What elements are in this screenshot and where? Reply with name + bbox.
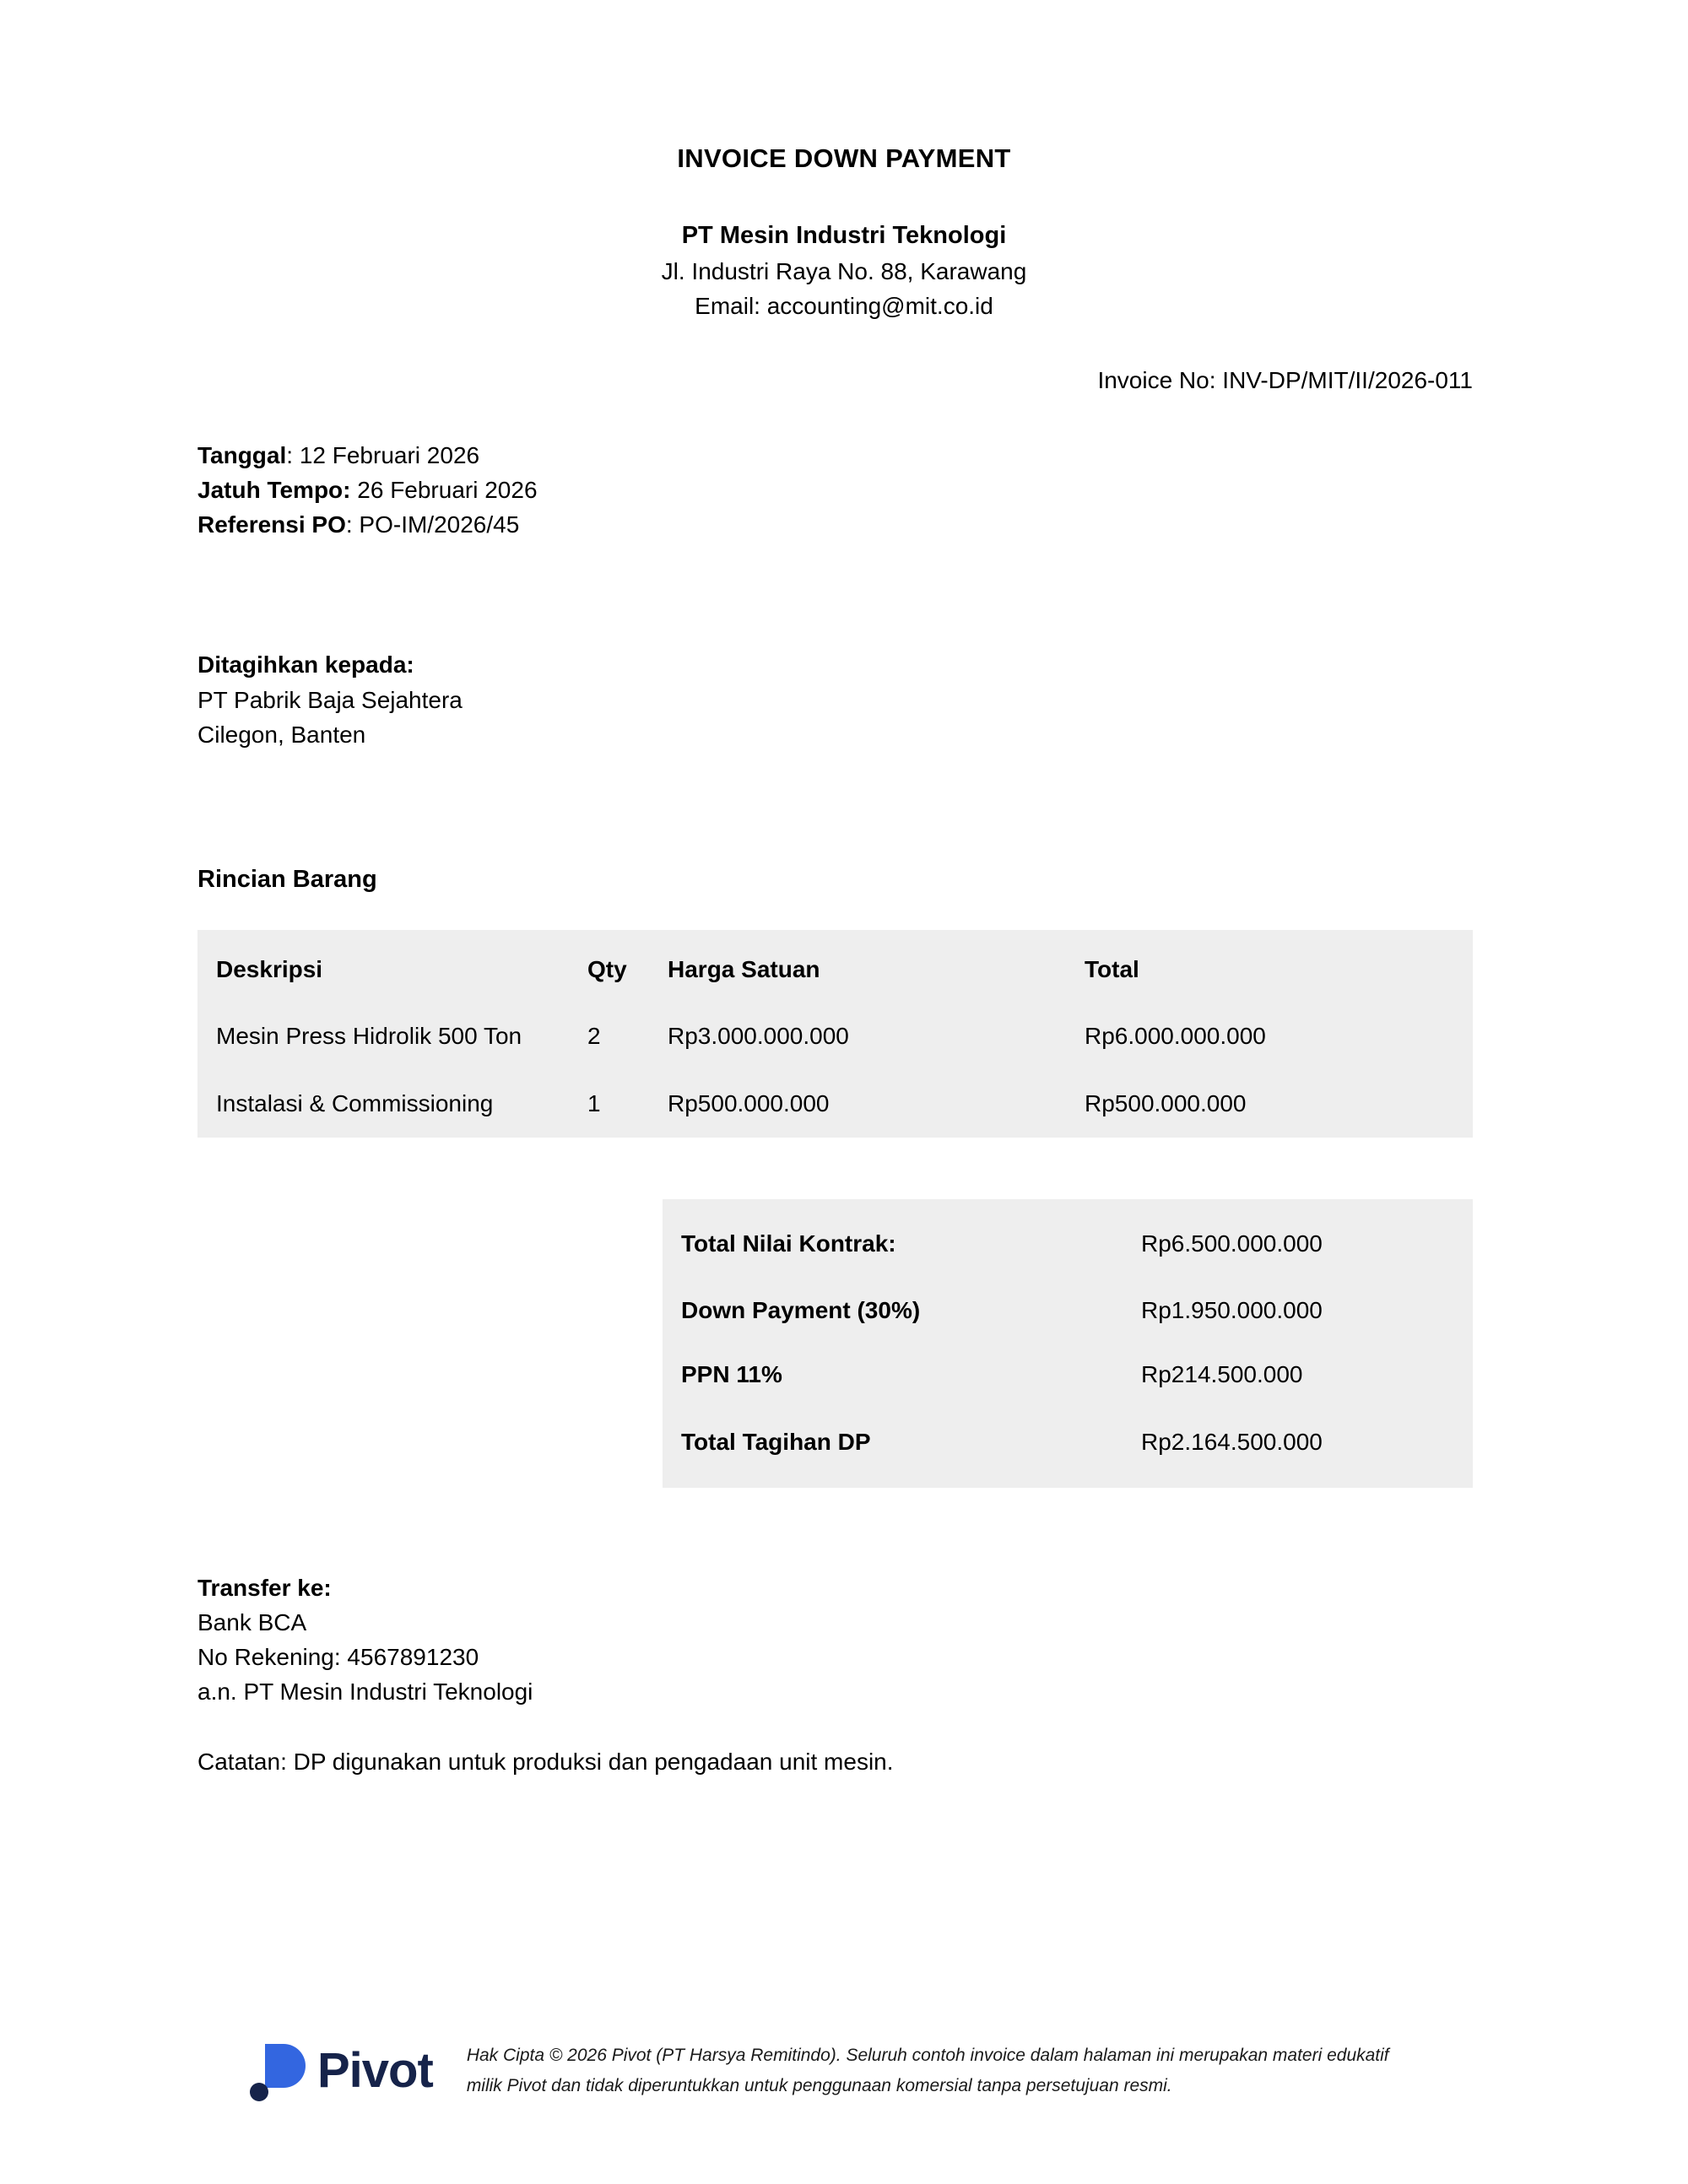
meta-label-po: Referensi PO: [197, 511, 346, 538]
company-email: Email: accounting@mit.co.id: [695, 292, 993, 319]
summary-value: Rp1.950.000.000: [1141, 1296, 1323, 1323]
items-table-wrapper: [0, 930, 1688, 1138]
transfer-account-holder: a.n. PT Mesin Industri Teknologi: [197, 1679, 533, 1706]
transfer-label: Transfer ke:: [197, 1574, 332, 1601]
bill-to-name: PT Pabrik Baja Sejahtera: [197, 686, 463, 713]
summary-table: [663, 1199, 1473, 1488]
items-col-harga-satuan: Harga Satuan: [668, 955, 820, 982]
item-qty: 2: [587, 1022, 601, 1049]
invoice-number: Invoice No: INV-DP/MIT/II/2026-011: [1097, 366, 1473, 393]
table-row: [197, 1003, 1473, 1070]
summary-label: Down Payment (30%): [681, 1296, 921, 1323]
company-address: Jl. Industri Raya No. 88, Karawang: [661, 257, 1027, 284]
item-description: Mesin Press Hidrolik 500 Ton: [216, 1022, 522, 1049]
transfer-bank: Bank BCA: [197, 1609, 307, 1636]
summary-row-total-tagihan-dp: [663, 1407, 1473, 1488]
bill-to-block: [0, 647, 1688, 751]
pivot-wordmark: Pivot: [317, 2043, 433, 2098]
pivot-logo: [243, 2039, 433, 2103]
company-header: [0, 218, 1688, 323]
items-table: [197, 930, 1473, 1138]
bill-to-label: Ditagihkan kepada:: [197, 651, 414, 678]
invoice-note: Catatan: DP digunakan untuk produksi dan pengadaan unit mesin.: [197, 1748, 894, 1775]
meta-row-date: [197, 438, 1688, 473]
bill-to-city: Cilegon, Banten: [197, 721, 366, 748]
meta-row-po: [197, 507, 1688, 542]
summary-table-wrapper: [0, 1199, 1688, 1488]
summary-value: Rp214.500.000: [1141, 1360, 1303, 1387]
items-col-qty: Qty: [587, 955, 627, 982]
company-name: PT Mesin Industri Teknologi: [681, 222, 1007, 249]
summary-row-ppn: [663, 1343, 1473, 1407]
meta-label-due: Jatuh Tempo:: [197, 477, 351, 504]
summary-table-body: [663, 1199, 1473, 1488]
item-total: Rp6.000.000.000: [1085, 1022, 1266, 1049]
page-footer: [0, 2039, 1688, 2103]
meta-sep-po: :: [345, 511, 360, 538]
summary-value: Rp2.164.500.000: [1141, 1428, 1323, 1455]
meta-value-date: 12 Februari 2026: [299, 441, 480, 468]
item-qty: 1: [587, 1089, 601, 1116]
item-unit-price: Rp3.000.000.000: [668, 1022, 849, 1049]
items-section-heading: Rincian Barang: [197, 865, 377, 893]
summary-row-down-payment: [663, 1279, 1473, 1343]
summary-value: Rp6.500.000.000: [1141, 1230, 1323, 1257]
meta-label-date: Tanggal: [197, 441, 287, 468]
meta-value-due: 26 Februari 2026: [350, 477, 538, 504]
meta-value-po: PO-IM/2026/45: [359, 511, 520, 538]
items-table-body: [197, 1003, 1473, 1138]
item-unit-price: Rp500.000.000: [668, 1089, 830, 1116]
items-col-total: Total: [1085, 955, 1139, 982]
summary-label: PPN 11%: [681, 1360, 782, 1387]
item-description: Instalasi & Commissioning: [216, 1089, 494, 1116]
footer-copyright-line-1: Hak Cipta © 2026 Pivot (PT Harsya Remitindo). Seluruh contoh invoice dalam halaman ini merupakan materi edukatif: [466, 2045, 1389, 2065]
footer-copyright: [467, 2041, 1389, 2101]
footer-copyright-line-2: milik Pivot dan tidak diperuntukkan untuk penggunaan komersial tanpa persetujuan resmi.: [466, 2076, 1172, 2095]
page-title: INVOICE DOWN PAYMENT: [677, 143, 1011, 173]
items-header-row: [197, 930, 1473, 1003]
summary-label: Total Nilai Kontrak:: [681, 1230, 896, 1257]
item-total: Rp500.000.000: [1085, 1089, 1247, 1116]
pivot-mark-icon: [243, 2039, 316, 2103]
meta-sep-date: :: [286, 441, 300, 468]
transfer-account-number: No Rekening: 4567891230: [197, 1644, 479, 1671]
items-table-head: [197, 930, 1473, 1003]
invoice-meta: [0, 438, 1688, 542]
transfer-block: [0, 1570, 1688, 1710]
summary-label: Total Tagihan DP: [681, 1428, 871, 1455]
items-col-deskripsi: Deskripsi: [216, 955, 323, 982]
table-row: [197, 1070, 1473, 1138]
summary-row-total-nilai-kontrak: [663, 1199, 1473, 1279]
meta-row-due: [197, 473, 1688, 507]
